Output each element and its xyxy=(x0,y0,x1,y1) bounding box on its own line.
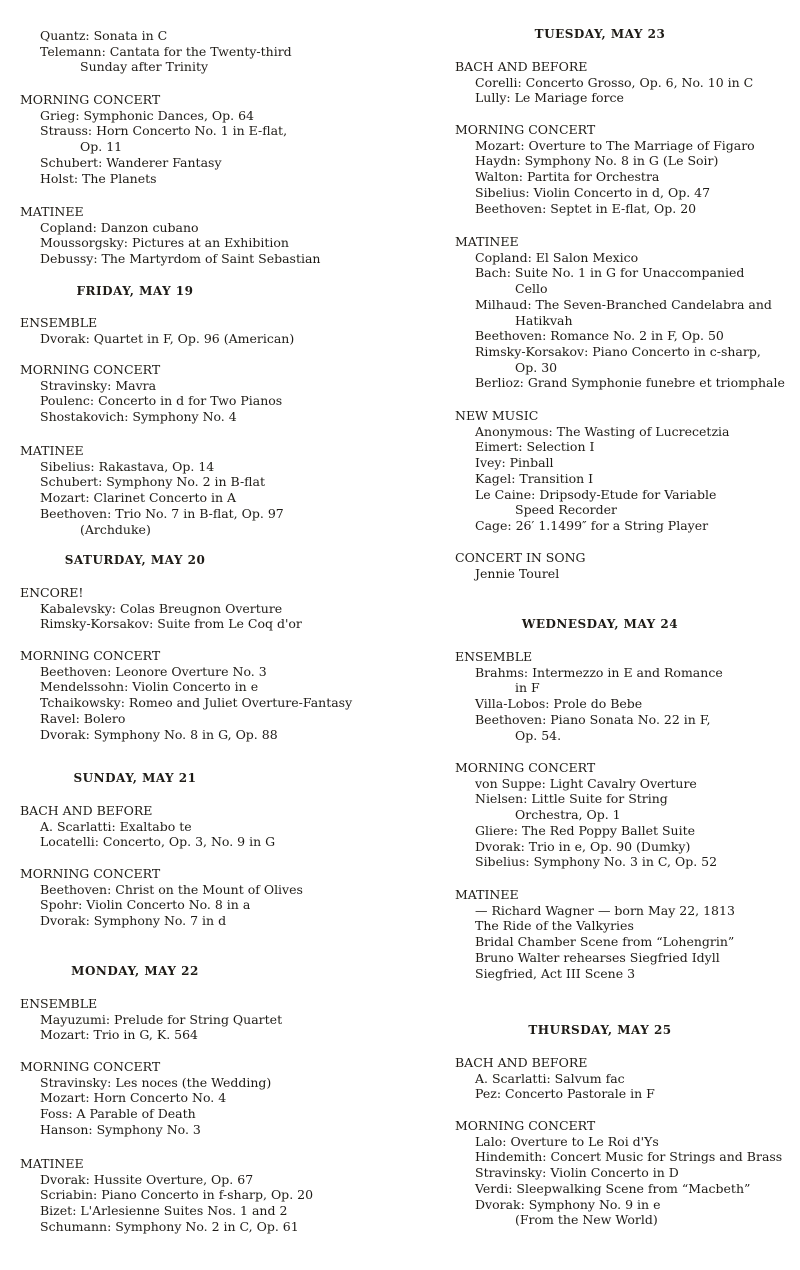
program-item: Sibelius: Symphony No. 3 in C, Op. 52 xyxy=(475,854,718,870)
program-item: Ravel: Bolero xyxy=(40,710,126,726)
program-item: Pez: Concerto Pastorale in F xyxy=(475,1086,655,1102)
program-heading: MATINEE xyxy=(20,443,84,458)
program-item: Hindemith: Concert Music for Strings and Brass xyxy=(475,1149,783,1165)
program-item-continuation: Speed Recorder xyxy=(515,502,618,518)
program-block xyxy=(20,648,352,742)
program-item: Jennie Tourel xyxy=(475,565,560,581)
program-block xyxy=(455,760,717,870)
program-block xyxy=(20,204,321,267)
program-item: Eimert: Selection I xyxy=(475,439,595,455)
program-item: Rimsky-Korsakov: Suite from Le Coq d'or xyxy=(40,616,302,632)
program-block xyxy=(455,887,735,981)
program-item: Poulenc: Concerto in d for Two Pianos xyxy=(40,393,283,409)
program-item: Sibelius: Rakastava, Op. 14 xyxy=(40,458,215,474)
program-item: Corelli: Concerto Grosso, Op. 6, No. 10 in C xyxy=(475,74,754,90)
program-item: Dvorak: Symphony No. 8 in G, Op. 88 xyxy=(40,726,278,742)
program-item: Grieg: Symphonic Dances, Op. 64 xyxy=(40,107,255,123)
program-item: Ivey: Pinball xyxy=(475,455,554,471)
program-item: Verdi: Sleepwalking Scene from “Macbeth” xyxy=(475,1180,751,1196)
program-item: Dvorak: Trio in e, Op. 90 (Dumky) xyxy=(475,838,691,854)
program-heading: CONCERT IN SONG xyxy=(455,550,586,565)
program-heading: MATINEE xyxy=(20,204,84,219)
program-item: Schumann: Symphony No. 2 in C, Op. 61 xyxy=(40,1218,299,1234)
program-item: Stravinsky: Violin Concerto in D xyxy=(475,1165,679,1181)
program-heading: MORNING CONCERT xyxy=(20,362,161,377)
program-item-continuation: in F xyxy=(515,680,540,696)
program-item: Beethoven: Leonore Overture No. 3 xyxy=(40,663,267,679)
program-item: Tchaikowsky: Romeo and Juliet Overture-Fantasy xyxy=(40,695,353,711)
program-item: Bizet: L'Arlesienne Suites Nos. 1 and 2 xyxy=(40,1203,288,1219)
program-block xyxy=(455,408,730,534)
program-block xyxy=(20,28,292,75)
program-heading: ENCORE! xyxy=(20,585,84,600)
program-block xyxy=(455,59,753,106)
program-item: The Ride of the Valkyries xyxy=(475,918,634,934)
program-item: Foss: A Parable of Death xyxy=(40,1106,196,1122)
program-item: Kabalevsky: Colas Breugnon Overture xyxy=(40,600,283,616)
program-item: Cage: 26′ 1.1499″ for a String Player xyxy=(475,517,709,533)
program-block xyxy=(20,1156,313,1235)
program-item: Beethoven: Piano Sonata No. 22 in F, xyxy=(475,711,711,727)
program-item: Mozart: Horn Concerto No. 4 xyxy=(40,1090,227,1106)
program-item: Debussy: The Martyrdom of Saint Sebastian xyxy=(40,251,321,267)
program-item: Brahms: Intermezzo in E and Romance xyxy=(475,664,723,680)
program-item: Mayuzumi: Prelude for String Quartet xyxy=(40,1011,283,1027)
program-item: A. Scarlatti: Exaltabo te xyxy=(40,818,192,834)
program-item: von Suppe: Light Cavalry Overture xyxy=(475,775,697,791)
program-item: Moussorgsky: Pictures at an Exhibition xyxy=(40,235,289,251)
program-heading: MATINEE xyxy=(455,887,519,902)
program-item: Mozart: Clarinet Concerto in A xyxy=(40,490,237,506)
program-block xyxy=(20,866,303,929)
program-heading: BACH AND BEFORE xyxy=(455,1055,588,1070)
program-item: Copland: El Salon Mexico xyxy=(475,249,639,265)
program-item: Dvorak: Symphony No. 9 in e xyxy=(475,1196,661,1212)
program-item: Holst: The Planets xyxy=(40,170,157,186)
program-item: Rimsky-Korsakov: Piano Concerto in c-sharp, xyxy=(475,343,761,359)
program-item: Schubert: Wanderer Fantasy xyxy=(40,154,222,170)
program-item-continuation: (From the New World) xyxy=(515,1212,658,1228)
program-item: Bach: Suite No. 1 in G for Unaccompanied xyxy=(475,265,745,281)
program-item: Gliere: The Red Poppy Ballet Suite xyxy=(475,822,696,838)
program-item: Spohr: Violin Concerto No. 8 in a xyxy=(40,897,251,913)
program-heading: ENSEMBLE xyxy=(20,315,98,330)
program-item: Scriabin: Piano Concerto in f-sharp, Op. 20 xyxy=(40,1187,314,1203)
day-heading: THURSDAY, MAY 25 xyxy=(528,1023,672,1037)
program-heading: MORNING CONCERT xyxy=(455,1118,596,1133)
day-heading: MONDAY, MAY 22 xyxy=(71,964,199,978)
program-heading: MORNING CONCERT xyxy=(455,122,596,137)
program-heading: NEW MUSIC xyxy=(455,408,539,423)
program-item: Walton: Partita for Orchestra xyxy=(475,169,660,185)
program-item: Stravinsky: Mavra xyxy=(40,377,157,393)
program-item: Strauss: Horn Concerto No. 1 in E-flat, xyxy=(40,123,288,139)
day-heading: WEDNESDAY, MAY 24 xyxy=(521,617,679,631)
program-item: Beethoven: Christ on the Mount of Olives xyxy=(40,881,303,897)
program-block xyxy=(20,362,282,425)
program-block xyxy=(455,1118,782,1228)
program-block xyxy=(455,1055,655,1102)
program-item: Mozart: Overture to The Marriage of Figaro xyxy=(475,137,755,153)
day-heading: TUESDAY, MAY 23 xyxy=(534,27,666,41)
program-item: Mozart: Trio in G, K. 564 xyxy=(40,1027,199,1043)
program-block xyxy=(20,585,302,632)
program-block xyxy=(455,234,785,391)
program-item-continuation: Op. 54. xyxy=(515,727,562,743)
program-item: — Richard Wagner — born May 22, 1813 xyxy=(475,902,735,918)
program-block xyxy=(20,803,275,850)
program-item: Beethoven: Romance No. 2 in F, Op. 50 xyxy=(475,328,724,344)
program-item: Telemann: Cantata for the Twenty-third xyxy=(40,43,292,59)
program-item-continuation: Hatikvah xyxy=(515,312,573,328)
program-block xyxy=(455,550,586,581)
program-heading: MATINEE xyxy=(20,1156,84,1171)
program-item: Quantz: Sonata in C xyxy=(40,28,168,43)
day-heading: SUNDAY, MAY 21 xyxy=(73,771,197,785)
program-block xyxy=(20,315,294,346)
program-item-continuation: Op. 30 xyxy=(515,359,558,375)
program-item-continuation: Op. 11 xyxy=(80,139,123,155)
program-heading: BACH AND BEFORE xyxy=(455,59,588,74)
program-item: Le Caine: Dripsody-Etude for Variable xyxy=(475,486,717,502)
program-item: Siegfried, Act III Scene 3 xyxy=(475,965,636,981)
program-block xyxy=(20,443,284,537)
program-item: Lully: Le Mariage force xyxy=(475,90,624,106)
program-item-continuation: Orchestra, Op. 1 xyxy=(515,807,621,823)
program-item-continuation: (Archduke) xyxy=(80,521,151,537)
program-item: Dvorak: Symphony No. 7 in d xyxy=(40,913,227,929)
program-item: A. Scarlatti: Salvum fac xyxy=(475,1070,625,1086)
program-heading: BACH AND BEFORE xyxy=(20,803,153,818)
program-item: Locatelli: Concerto, Op. 3, No. 9 in G xyxy=(40,834,276,850)
program-heading: MORNING CONCERT xyxy=(20,648,161,663)
day-heading: FRIDAY, MAY 19 xyxy=(76,284,194,298)
program-heading: MORNING CONCERT xyxy=(20,1059,161,1074)
program-item: Anonymous: The Wasting of Lucrecetzia xyxy=(475,423,730,439)
program-item: Schubert: Symphony No. 2 in B-flat xyxy=(40,474,265,490)
program-item: Berlioz: Grand Symphonie funebre et triomphale xyxy=(475,375,785,391)
program-heading: MORNING CONCERT xyxy=(20,92,161,107)
program-item: Bruno Walter rehearses Siegfried Idyll xyxy=(475,949,720,965)
program-block xyxy=(455,649,723,743)
program-heading: MORNING CONCERT xyxy=(20,866,161,881)
program-block xyxy=(455,122,755,216)
program-item-continuation: Cello xyxy=(515,281,548,297)
program-item: Bridal Chamber Scene from “Lohengrin” xyxy=(475,934,735,950)
program-item: Hanson: Symphony No. 3 xyxy=(40,1121,201,1137)
program-item: Mendelssohn: Violin Concerto in e xyxy=(40,679,259,695)
program-heading: ENSEMBLE xyxy=(20,996,98,1011)
program-block xyxy=(20,1059,271,1138)
program-block xyxy=(20,92,287,186)
program-item: Shostakovich: Symphony No. 4 xyxy=(40,409,237,425)
program-heading: MORNING CONCERT xyxy=(455,760,596,775)
program-heading: ENSEMBLE xyxy=(455,649,533,664)
program-item: Beethoven: Septet in E-flat, Op. 20 xyxy=(475,200,697,216)
program-item: Copland: Danzon cubano xyxy=(40,219,199,235)
day-heading: SATURDAY, MAY 20 xyxy=(64,553,206,567)
program-item: Dvorak: Hussite Overture, Op. 67 xyxy=(40,1171,254,1187)
program-item: Milhaud: The Seven-Branched Candelabra and xyxy=(475,296,772,312)
program-item: Sibelius: Violin Concerto in d, Op. 47 xyxy=(475,184,711,200)
program-heading: MATINEE xyxy=(455,234,519,249)
program-item: Beethoven: Trio No. 7 in B-flat, Op. 97 xyxy=(40,505,284,521)
program-item: Lalo: Overture to Le Roi d'Ys xyxy=(475,1133,659,1149)
program-item: Dvorak: Quartet in F, Op. 96 (American) xyxy=(40,330,295,346)
program-item-continuation: Sunday after Trinity xyxy=(80,59,209,75)
program-item: Nielsen: Little Suite for String xyxy=(475,791,668,807)
program-item: Villa-Lobos: Prole do Bebe xyxy=(475,696,643,712)
program-item: Haydn: Symphony No. 8 in G (Le Soir) xyxy=(475,153,719,169)
program-item: Stravinsky: Les noces (the Wedding) xyxy=(40,1074,272,1090)
program-item: Kagel: Transition I xyxy=(475,470,594,486)
program-block xyxy=(20,996,282,1043)
